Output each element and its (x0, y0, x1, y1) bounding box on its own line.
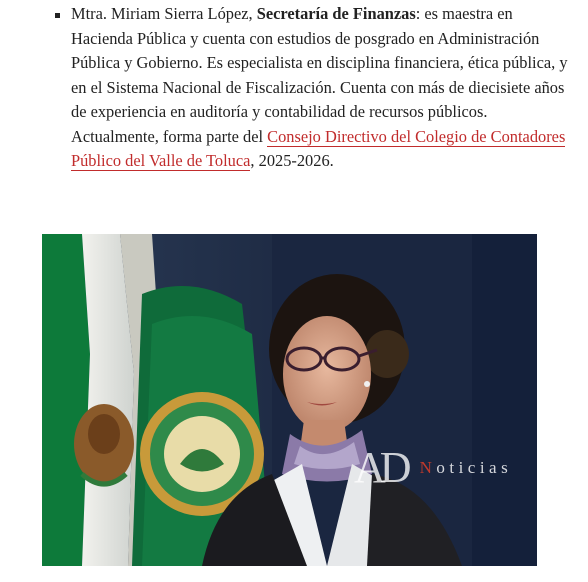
list-item (38, 0, 578, 174)
bio-role: Secretaría de Finanzas (256, 4, 416, 23)
bio-body: : es maestra en Hacienda Pública y cuenta con estudios de posgrado en Administración Pública y Gobierno. Es especialista en disciplina financiera, ética pública, y en el Sistema Nacional de Fiscalización. Cuenta con más de diecisiete años de experiencia en auditoría y contabilidad de recursos públicos. Actualmente, forma parte del (71, 4, 568, 146)
portrait-photo (42, 234, 537, 566)
watermark (354, 443, 513, 492)
bio-list (38, 0, 578, 174)
watermark-logo: AD (354, 443, 406, 492)
bio-suffix: , 2025-2026. (250, 151, 334, 170)
consejo-link[interactable]: Consejo Directivo del Colegio de Contadores Público del Valle de Toluca (71, 126, 566, 170)
bio-name: Mtra. Miriam Sierra López, (71, 4, 257, 23)
bullet-icon (55, 13, 60, 18)
watermark-text: Noticias (419, 458, 513, 477)
